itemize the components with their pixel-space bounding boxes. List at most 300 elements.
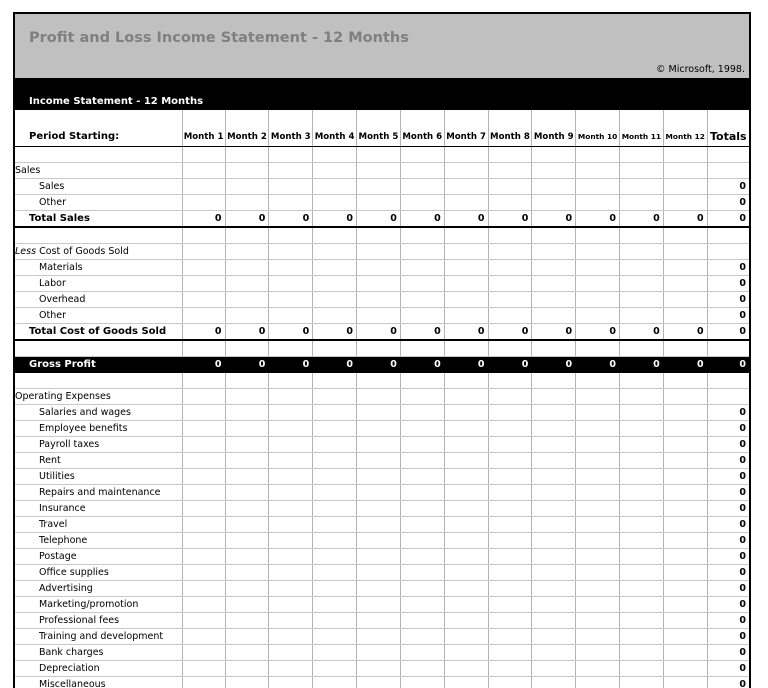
month-cell[interactable] [313, 227, 357, 244]
month-cell[interactable] [663, 373, 707, 389]
month-cell[interactable] [576, 533, 620, 549]
month-cell[interactable] [663, 147, 707, 163]
month-cell[interactable] [576, 485, 620, 501]
row-label[interactable]: Gross Profit [15, 357, 182, 373]
month-cell[interactable] [532, 581, 576, 597]
row-label[interactable] [15, 227, 182, 244]
month-cell[interactable] [400, 469, 444, 485]
month-cell[interactable] [488, 405, 532, 421]
month-cell[interactable] [488, 227, 532, 244]
row-label[interactable]: Other [15, 195, 182, 211]
month-cell[interactable] [663, 517, 707, 533]
month-cell[interactable] [313, 533, 357, 549]
month-cell[interactable] [532, 421, 576, 437]
month-cell[interactable] [313, 405, 357, 421]
month-cell[interactable] [400, 421, 444, 437]
month-cell[interactable] [663, 195, 707, 211]
row-label[interactable]: Postage [15, 549, 182, 565]
month-cell[interactable]: 0 [619, 211, 663, 228]
month-cell[interactable] [619, 485, 663, 501]
month-cell[interactable] [313, 308, 357, 324]
month-cell[interactable] [357, 533, 401, 549]
month-cell[interactable] [400, 389, 444, 405]
month-cell[interactable]: 0 [357, 211, 401, 228]
month-cell[interactable] [488, 677, 532, 688]
row-label[interactable]: Office supplies [15, 565, 182, 581]
month-cell[interactable] [269, 373, 313, 389]
month-cell[interactable] [444, 469, 488, 485]
month-cell[interactable] [357, 421, 401, 437]
month-cell[interactable] [357, 677, 401, 688]
month-cell[interactable] [225, 244, 269, 260]
month-cell[interactable] [619, 405, 663, 421]
month-cell[interactable] [444, 645, 488, 661]
month-cell[interactable] [619, 195, 663, 211]
row-label[interactable]: Salaries and wages [15, 405, 182, 421]
row-total-cell[interactable]: 0 [707, 629, 749, 645]
row-label[interactable]: Insurance [15, 501, 182, 517]
month-cell[interactable] [619, 517, 663, 533]
month-cell[interactable] [444, 533, 488, 549]
row-label[interactable]: Telephone [15, 533, 182, 549]
month-cell[interactable] [269, 677, 313, 688]
month-cell[interactable] [532, 661, 576, 677]
month-cell[interactable] [182, 292, 225, 308]
month-cell[interactable] [488, 179, 532, 195]
month-cell[interactable] [532, 501, 576, 517]
row-total-cell[interactable]: 0 [707, 276, 749, 292]
month-cell[interactable] [444, 195, 488, 211]
month-cell[interactable] [313, 469, 357, 485]
month-cell[interactable] [576, 629, 620, 645]
month-cell[interactable] [488, 629, 532, 645]
month-cell[interactable] [225, 613, 269, 629]
month-cell[interactable] [269, 276, 313, 292]
month-cell[interactable] [488, 469, 532, 485]
month-cell[interactable] [488, 453, 532, 469]
month-cell[interactable] [357, 244, 401, 260]
month-cell[interactable] [269, 179, 313, 195]
month-cell[interactable]: 0 [488, 324, 532, 341]
month-cell[interactable] [619, 421, 663, 437]
month-cell[interactable] [400, 533, 444, 549]
month-cell[interactable] [182, 581, 225, 597]
month-cell[interactable] [663, 469, 707, 485]
month-cell[interactable] [357, 437, 401, 453]
month-cell[interactable] [269, 549, 313, 565]
month-cell[interactable] [488, 340, 532, 357]
row-total-cell[interactable]: 0 [707, 549, 749, 565]
month-cell[interactable] [444, 260, 488, 276]
row-label[interactable]: Advertising [15, 581, 182, 597]
month-cell[interactable] [532, 485, 576, 501]
month-cell[interactable]: 0 [444, 324, 488, 341]
month-cell[interactable] [182, 437, 225, 453]
month-cell[interactable] [576, 565, 620, 581]
month-cell[interactable] [663, 613, 707, 629]
month-cell[interactable]: 0 [269, 211, 313, 228]
month-cell[interactable] [576, 661, 620, 677]
month-cell[interactable] [225, 533, 269, 549]
month-cell[interactable] [619, 565, 663, 581]
month-cell[interactable] [488, 645, 532, 661]
month-cell[interactable] [357, 645, 401, 661]
month-cell[interactable] [532, 405, 576, 421]
row-total-cell[interactable]: 0 [707, 485, 749, 501]
month-cell[interactable] [182, 405, 225, 421]
row-total-cell[interactable] [707, 227, 749, 244]
month-cell[interactable] [532, 389, 576, 405]
month-cell[interactable] [225, 195, 269, 211]
month-cell[interactable] [225, 147, 269, 163]
month-cell[interactable] [269, 195, 313, 211]
month-cell[interactable] [663, 227, 707, 244]
month-cell[interactable] [182, 469, 225, 485]
month-cell[interactable] [619, 227, 663, 244]
section-label[interactable]: Operating Expenses [15, 389, 182, 405]
month-cell[interactable] [400, 147, 444, 163]
month-header[interactable]: Month 6 [400, 110, 444, 147]
month-cell[interactable] [532, 437, 576, 453]
month-cell[interactable] [182, 195, 225, 211]
row-label[interactable]: Materials [15, 260, 182, 276]
month-cell[interactable] [400, 549, 444, 565]
month-cell[interactable] [225, 565, 269, 581]
month-cell[interactable] [313, 661, 357, 677]
month-cell[interactable] [663, 308, 707, 324]
month-cell[interactable] [576, 581, 620, 597]
month-cell[interactable] [532, 163, 576, 179]
month-cell[interactable] [400, 292, 444, 308]
month-header[interactable]: Month 2 [225, 110, 269, 147]
month-cell[interactable] [182, 661, 225, 677]
row-total-cell[interactable]: 0 [707, 308, 749, 324]
month-cell[interactable] [400, 597, 444, 613]
month-cell[interactable] [576, 227, 620, 244]
month-cell[interactable] [663, 260, 707, 276]
month-cell[interactable] [225, 421, 269, 437]
month-cell[interactable] [269, 227, 313, 244]
month-cell[interactable] [269, 437, 313, 453]
month-cell[interactable] [269, 661, 313, 677]
row-total-cell[interactable]: 0 [707, 469, 749, 485]
month-cell[interactable] [269, 308, 313, 324]
month-header[interactable]: Month 5 [357, 110, 401, 147]
month-cell[interactable] [619, 147, 663, 163]
month-cell[interactable] [400, 437, 444, 453]
month-cell[interactable] [576, 147, 620, 163]
month-cell[interactable] [400, 629, 444, 645]
month-cell[interactable] [663, 485, 707, 501]
totals-header[interactable]: Totals [707, 110, 749, 147]
month-cell[interactable] [663, 597, 707, 613]
month-cell[interactable] [400, 485, 444, 501]
month-cell[interactable] [313, 389, 357, 405]
month-cell[interactable]: 0 [225, 211, 269, 228]
month-cell[interactable] [225, 469, 269, 485]
month-cell[interactable] [576, 517, 620, 533]
row-total-cell[interactable]: 0 [707, 597, 749, 613]
month-cell[interactable] [313, 597, 357, 613]
month-cell[interactable] [269, 389, 313, 405]
month-cell[interactable] [619, 533, 663, 549]
month-cell[interactable] [313, 613, 357, 629]
section-label[interactable]: Sales [15, 163, 182, 179]
month-cell[interactable] [488, 581, 532, 597]
month-cell[interactable] [532, 340, 576, 357]
month-cell[interactable] [357, 469, 401, 485]
row-label[interactable] [15, 340, 182, 357]
row-label[interactable]: Bank charges [15, 645, 182, 661]
month-cell[interactable] [182, 227, 225, 244]
month-cell[interactable] [182, 501, 225, 517]
month-cell[interactable] [619, 389, 663, 405]
month-cell[interactable] [444, 163, 488, 179]
month-cell[interactable] [444, 437, 488, 453]
month-cell[interactable] [444, 147, 488, 163]
row-label[interactable]: Payroll taxes [15, 437, 182, 453]
month-cell[interactable] [313, 677, 357, 688]
month-cell[interactable] [619, 597, 663, 613]
month-cell[interactable] [313, 437, 357, 453]
month-cell[interactable] [313, 179, 357, 195]
month-cell[interactable] [619, 453, 663, 469]
month-cell[interactable] [357, 661, 401, 677]
month-cell[interactable]: 0 [182, 324, 225, 341]
month-cell[interactable] [532, 533, 576, 549]
month-cell[interactable]: 0 [182, 357, 225, 373]
month-cell[interactable]: 0 [488, 357, 532, 373]
month-cell[interactable] [313, 147, 357, 163]
month-cell[interactable] [663, 533, 707, 549]
month-cell[interactable] [225, 389, 269, 405]
month-cell[interactable] [357, 179, 401, 195]
month-cell[interactable] [444, 373, 488, 389]
month-cell[interactable] [619, 613, 663, 629]
month-cell[interactable] [269, 645, 313, 661]
month-cell[interactable]: 0 [269, 357, 313, 373]
month-cell[interactable] [444, 389, 488, 405]
month-cell[interactable] [225, 645, 269, 661]
month-cell[interactable] [619, 469, 663, 485]
month-cell[interactable]: 0 [444, 211, 488, 228]
month-cell[interactable] [444, 613, 488, 629]
row-label[interactable]: Depreciation [15, 661, 182, 677]
month-cell[interactable] [269, 469, 313, 485]
month-cell[interactable] [225, 517, 269, 533]
month-cell[interactable] [488, 437, 532, 453]
month-cell[interactable]: 0 [576, 211, 620, 228]
month-cell[interactable] [357, 629, 401, 645]
month-cell[interactable] [225, 292, 269, 308]
month-cell[interactable] [488, 260, 532, 276]
row-total-cell[interactable]: 0 [707, 292, 749, 308]
month-cell[interactable] [576, 340, 620, 357]
month-cell[interactable]: 0 [225, 324, 269, 341]
month-cell[interactable] [225, 308, 269, 324]
month-cell[interactable] [400, 661, 444, 677]
month-cell[interactable] [182, 677, 225, 688]
month-cell[interactable] [313, 549, 357, 565]
month-cell[interactable] [225, 661, 269, 677]
month-cell[interactable] [357, 195, 401, 211]
month-cell[interactable]: 0 [488, 211, 532, 228]
row-total-cell[interactable] [707, 373, 749, 389]
month-cell[interactable] [269, 147, 313, 163]
month-cell[interactable] [182, 421, 225, 437]
month-cell[interactable] [400, 179, 444, 195]
month-cell[interactable] [444, 276, 488, 292]
section-label[interactable] [15, 244, 182, 260]
month-cell[interactable] [269, 597, 313, 613]
month-cell[interactable] [400, 453, 444, 469]
month-cell[interactable]: 0 [619, 357, 663, 373]
month-cell[interactable] [400, 276, 444, 292]
month-cell[interactable]: 0 [400, 324, 444, 341]
month-header[interactable]: Month 11 [619, 110, 663, 147]
month-cell[interactable] [357, 389, 401, 405]
month-header[interactable]: Month 1 [182, 110, 225, 147]
month-cell[interactable] [269, 421, 313, 437]
month-cell[interactable] [357, 308, 401, 324]
month-cell[interactable] [576, 179, 620, 195]
row-total-cell[interactable]: 0 [707, 179, 749, 195]
month-cell[interactable] [313, 581, 357, 597]
row-total-cell[interactable]: 0 [707, 324, 749, 341]
month-cell[interactable] [488, 565, 532, 581]
month-cell[interactable] [663, 389, 707, 405]
month-cell[interactable] [444, 405, 488, 421]
month-cell[interactable] [619, 549, 663, 565]
month-cell[interactable] [313, 517, 357, 533]
month-cell[interactable] [488, 421, 532, 437]
row-label[interactable]: Employee benefits [15, 421, 182, 437]
month-cell[interactable] [225, 340, 269, 357]
month-cell[interactable] [488, 517, 532, 533]
month-cell[interactable]: 0 [619, 324, 663, 341]
month-cell[interactable] [269, 485, 313, 501]
month-cell[interactable] [357, 581, 401, 597]
month-cell[interactable] [663, 645, 707, 661]
month-cell[interactable] [182, 340, 225, 357]
month-cell[interactable] [532, 292, 576, 308]
month-cell[interactable] [225, 677, 269, 688]
month-cell[interactable] [357, 227, 401, 244]
row-label[interactable]: Total Sales [15, 211, 182, 228]
month-cell[interactable] [576, 437, 620, 453]
month-cell[interactable] [444, 629, 488, 645]
row-total-cell[interactable]: 0 [707, 581, 749, 597]
month-cell[interactable] [488, 163, 532, 179]
month-cell[interactable] [532, 613, 576, 629]
row-total-cell[interactable] [707, 244, 749, 260]
month-cell[interactable] [400, 227, 444, 244]
month-cell[interactable] [182, 179, 225, 195]
month-cell[interactable] [576, 260, 620, 276]
month-cell[interactable] [357, 373, 401, 389]
month-cell[interactable] [444, 453, 488, 469]
month-cell[interactable] [182, 645, 225, 661]
row-total-cell[interactable]: 0 [707, 437, 749, 453]
month-cell[interactable] [532, 195, 576, 211]
month-cell[interactable] [488, 501, 532, 517]
month-cell[interactable]: 0 [532, 211, 576, 228]
month-cell[interactable] [663, 292, 707, 308]
month-header[interactable]: Month 7 [444, 110, 488, 147]
month-cell[interactable] [225, 629, 269, 645]
row-label[interactable]: Travel [15, 517, 182, 533]
month-cell[interactable] [269, 517, 313, 533]
month-cell[interactable] [400, 405, 444, 421]
row-total-cell[interactable] [707, 340, 749, 357]
month-cell[interactable] [663, 437, 707, 453]
month-cell[interactable] [225, 485, 269, 501]
month-cell[interactable] [488, 597, 532, 613]
month-cell[interactable] [357, 597, 401, 613]
row-label[interactable] [15, 373, 182, 389]
month-cell[interactable] [313, 565, 357, 581]
month-cell[interactable] [619, 581, 663, 597]
month-cell[interactable] [357, 517, 401, 533]
month-cell[interactable] [313, 629, 357, 645]
row-label[interactable]: Marketing/promotion [15, 597, 182, 613]
month-cell[interactable] [269, 581, 313, 597]
month-cell[interactable] [182, 276, 225, 292]
month-cell[interactable] [182, 517, 225, 533]
month-cell[interactable] [357, 501, 401, 517]
month-cell[interactable]: 0 [225, 357, 269, 373]
month-cell[interactable] [488, 533, 532, 549]
month-cell[interactable] [619, 501, 663, 517]
row-label[interactable]: Professional fees [15, 613, 182, 629]
month-header[interactable]: Month 8 [488, 110, 532, 147]
month-cell[interactable] [576, 469, 620, 485]
month-cell[interactable] [444, 517, 488, 533]
month-cell[interactable] [400, 517, 444, 533]
month-cell[interactable] [313, 453, 357, 469]
month-cell[interactable] [444, 421, 488, 437]
month-cell[interactable] [182, 244, 225, 260]
month-cell[interactable] [225, 179, 269, 195]
month-cell[interactable] [532, 597, 576, 613]
row-total-cell[interactable]: 0 [707, 405, 749, 421]
month-cell[interactable] [532, 549, 576, 565]
month-cell[interactable]: 0 [313, 357, 357, 373]
month-cell[interactable] [663, 549, 707, 565]
month-cell[interactable] [225, 549, 269, 565]
month-cell[interactable] [532, 244, 576, 260]
month-cell[interactable] [225, 501, 269, 517]
month-cell[interactable] [182, 308, 225, 324]
row-label[interactable]: Labor [15, 276, 182, 292]
month-cell[interactable]: 0 [269, 324, 313, 341]
row-total-cell[interactable]: 0 [707, 533, 749, 549]
month-cell[interactable] [400, 565, 444, 581]
month-header[interactable]: Month 4 [313, 110, 357, 147]
month-cell[interactable]: 0 [313, 211, 357, 228]
month-cell[interactable]: 0 [576, 357, 620, 373]
month-cell[interactable] [663, 244, 707, 260]
month-cell[interactable] [532, 260, 576, 276]
month-cell[interactable] [182, 147, 225, 163]
month-cell[interactable] [444, 485, 488, 501]
month-cell[interactable] [225, 163, 269, 179]
month-cell[interactable] [532, 469, 576, 485]
month-cell[interactable] [313, 340, 357, 357]
month-cell[interactable] [532, 565, 576, 581]
row-label[interactable]: Total Cost of Goods Sold [15, 324, 182, 341]
row-total-cell[interactable] [707, 147, 749, 163]
